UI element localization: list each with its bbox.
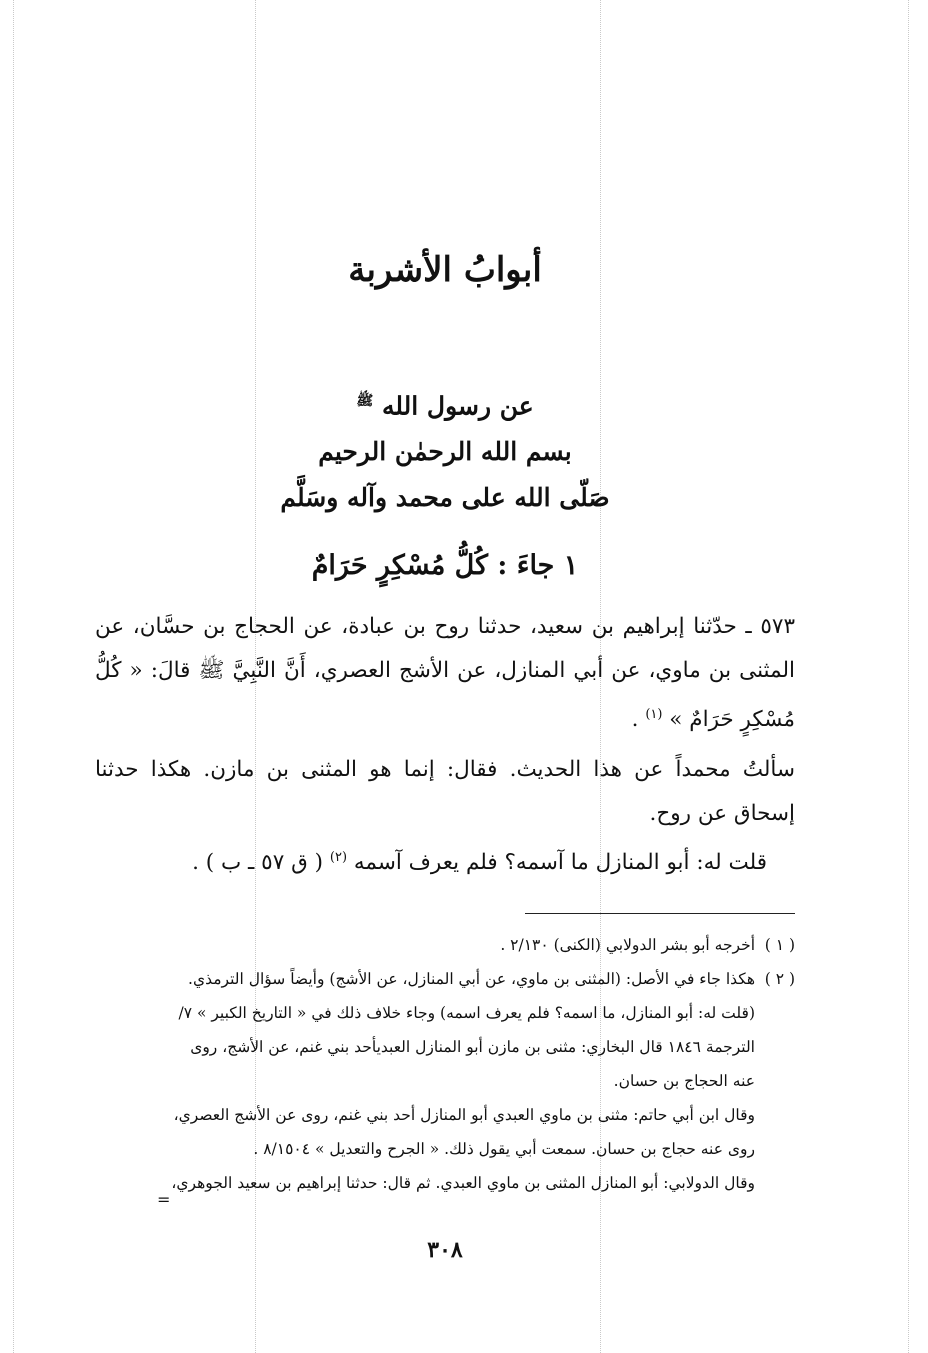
hadith-paragraph-2: سألتُ محمداً عن هذا الحديث. فقال: إنما هو المثنى بن مازن. هكذا حدثنا إسحاق عن روح. [95, 757, 795, 827]
footnote-text: أخرجه أبو بشر الدولابي (الكنى) ٢/١٣٠ . [500, 936, 755, 954]
book-page [95, 0, 795, 1353]
heading-line-2: بسم الله الرحمٰن الرحيم [318, 437, 572, 467]
footnotes [95, 928, 795, 1200]
hadith-body [95, 605, 795, 885]
scan-guide [908, 0, 909, 1353]
footnote-1 [95, 928, 795, 962]
section-title: ١ جاءَ : كُلُّ مُسْكِرٍ حَرَامٌ [311, 550, 579, 581]
footnote-divider [525, 913, 795, 914]
page-number: ٣٠٨ [427, 1237, 463, 1263]
hadith-paragraph-3: قلت له: أبو المنازل ما آسمه؟ فلم يعرف آسمه $^{(٢)}$ ( ق ٥٧ ـ ب ) . [192, 850, 767, 876]
footnote-number: ( ٢ ) [764, 970, 795, 988]
continuation-mark: = [157, 1190, 171, 1209]
scan-guide [13, 0, 14, 1353]
footnote-reference-1[interactable]: (١) [645, 707, 663, 722]
salla-honorific: ﷺ [356, 393, 374, 409]
heading-block [95, 378, 795, 521]
heading-line-3: صَلّى الله على محمد وآله وسَلَّم [280, 483, 610, 513]
footnote-text: هكذا جاء في الأصل: (المثنى بن ماوي، عن أبي المنازل، عن الأشج) وأيضاً سؤال الترمذي. (قلت له: أبو المنازل، ما اسمه؟ فلم يعرف اسمه) وجاء خلاف ذلك في « التاريخ الكبير » ٧/ الترجمة ١٨٤٦ قال البخاري: مثنى بن مازن أبو المنازل العبديأحد بني غنم، عن الأشج، روى عنه الحجاج بن حسان. وقال ابن أبي حاتم: مثنى بن ماوي العبدي أبو المنازل أحد بني غنم، روى عن الأشج العصري، روى عنه حجاج بن حسان. سمعت أبي يقول ذلك. « الجرح والتعديل » ٨/١٥٠٤ . وقال الدولابي: أبو المنازل المثنى بن ماوي العبدي. ثم قال: حدثنا إبراهيم بن سعيد الجوهري، [171, 970, 755, 1192]
chapter-title: أبوابُ الأشربة [348, 250, 542, 290]
footnote-number: ( ١ ) [764, 936, 795, 954]
footnote-2 [95, 962, 795, 1200]
footnote-reference-2[interactable]: (٢) [329, 850, 348, 866]
hadith-paragraph-1: ٥٧٣ ـ حدّثنا إبراهيم بن سعيد، حدثنا روح بن عبادة، عن الحجاج بن حسَّان، عن المثنى بن ماوي، عن أبي المنازل، عن الأشج العصري، أَنَّ النَّبِيَّ ﷺ قالَ: « كُلُّ مُسْكِرٍ حَرَامٌ » $^{(١)}$ . [95, 614, 795, 733]
heading-line-1: عن رسول الله $^ﷺ$ [356, 391, 534, 421]
